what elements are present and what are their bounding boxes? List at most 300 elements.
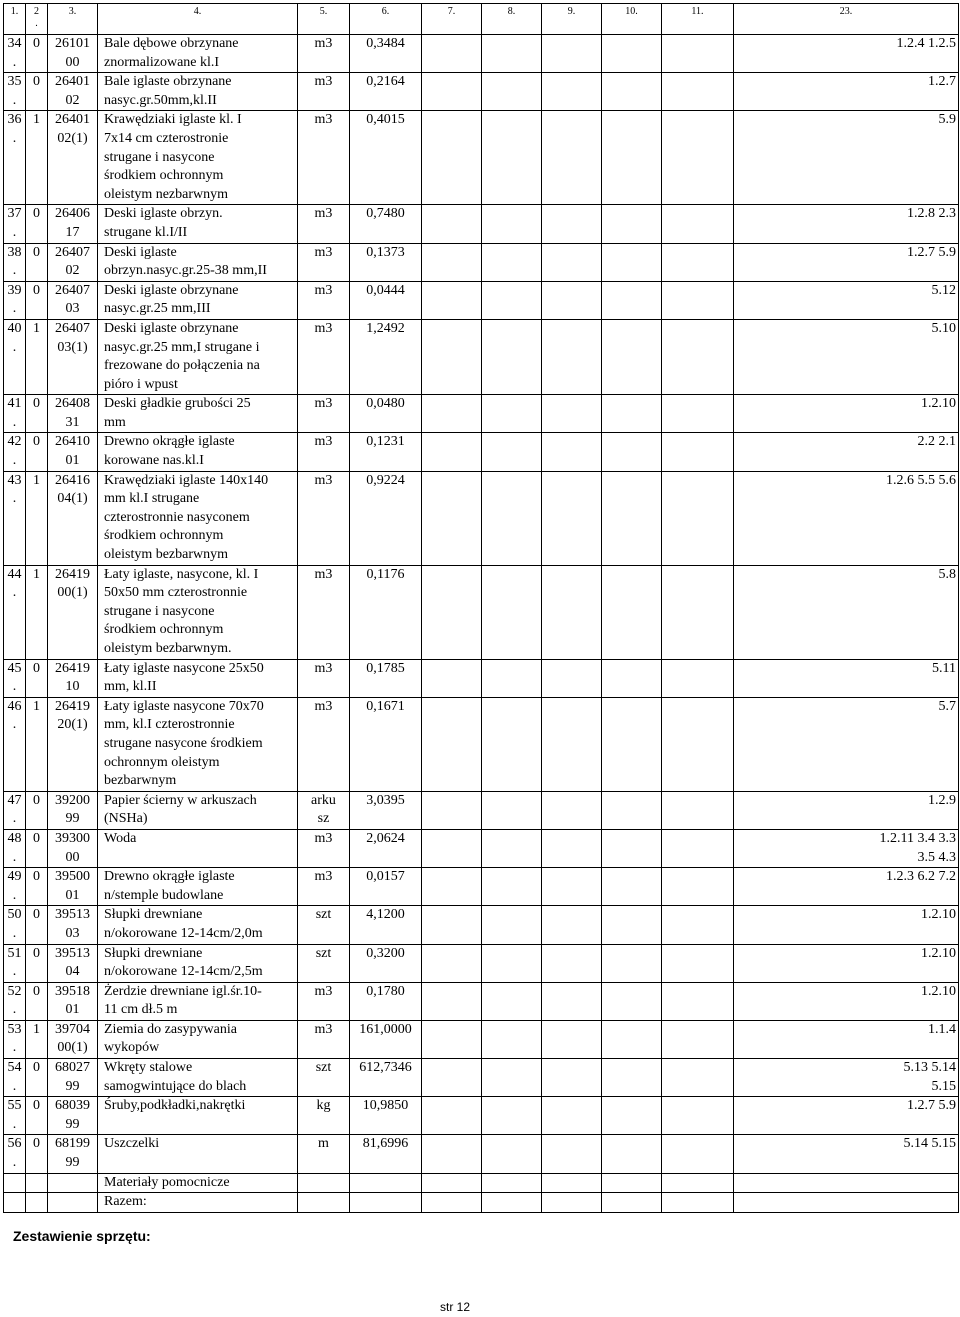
row-number: 41 . bbox=[4, 395, 26, 433]
empty-cell bbox=[482, 565, 542, 659]
table-row bbox=[4, 1135, 959, 1173]
empty-cell bbox=[482, 1193, 542, 1213]
empty-cell bbox=[482, 944, 542, 982]
row-number: 45 . bbox=[4, 659, 26, 697]
unit: m3 bbox=[298, 111, 350, 205]
empty-cell bbox=[422, 205, 482, 243]
quantity: 0,3484 bbox=[350, 35, 422, 73]
empty-cell bbox=[602, 1135, 662, 1173]
empty-cell bbox=[602, 433, 662, 471]
empty-cell bbox=[662, 1059, 734, 1097]
material-code: 39200 99 bbox=[48, 791, 98, 829]
empty-cell bbox=[542, 73, 602, 111]
unit: m3 bbox=[298, 471, 350, 565]
row-number: 48 . bbox=[4, 829, 26, 867]
table-row bbox=[4, 944, 959, 982]
table-row bbox=[4, 868, 959, 906]
material-name: Ziemia do zasypywania wykopów bbox=[98, 1020, 298, 1058]
reference-list: 5.12 bbox=[734, 281, 959, 319]
material-code: 39500 01 bbox=[48, 868, 98, 906]
row-number: 53 . bbox=[4, 1020, 26, 1058]
row-flag: 0 bbox=[26, 1097, 48, 1135]
row-flag: 0 bbox=[26, 395, 48, 433]
material-name: Krawędziaki iglaste kl. I 7x14 cm czterostronie strugane i nasycone środkiem ochronnym oleistym nezbarwnym bbox=[98, 111, 298, 205]
quantity bbox=[350, 1173, 422, 1193]
empty-cell bbox=[422, 659, 482, 697]
reference-list: 1.2.6 5.5 5.6 bbox=[734, 471, 959, 565]
materials-table-container bbox=[3, 3, 959, 1213]
empty-cell bbox=[482, 1173, 542, 1193]
table-body bbox=[4, 35, 959, 1213]
empty-cell bbox=[482, 829, 542, 867]
row-flag: 0 bbox=[26, 868, 48, 906]
row-flag: 0 bbox=[26, 906, 48, 944]
quantity: 0,7480 bbox=[350, 205, 422, 243]
unit: m3 bbox=[298, 868, 350, 906]
empty-cell bbox=[542, 243, 602, 281]
material-code: 26401 02 bbox=[48, 73, 98, 111]
table-row bbox=[4, 697, 959, 791]
reference-list: 1.2.10 bbox=[734, 982, 959, 1020]
empty-cell bbox=[602, 1059, 662, 1097]
quantity: 0,0157 bbox=[350, 868, 422, 906]
empty-cell bbox=[422, 395, 482, 433]
table-row bbox=[4, 111, 959, 205]
empty-cell bbox=[542, 829, 602, 867]
material-name: Drewno okrągłe iglaste korowane nas.kl.I bbox=[98, 433, 298, 471]
material-name: Słupki drewniane n/okorowane 12-14cm/2,5m bbox=[98, 944, 298, 982]
quantity: 0,1231 bbox=[350, 433, 422, 471]
row-number: 47 . bbox=[4, 791, 26, 829]
row-flag: 0 bbox=[26, 659, 48, 697]
empty-cell bbox=[482, 73, 542, 111]
empty-cell bbox=[482, 868, 542, 906]
empty-cell bbox=[662, 982, 734, 1020]
reference-list: 5.13 5.14 5.15 bbox=[734, 1059, 959, 1097]
table-row bbox=[4, 1020, 959, 1058]
unit: m3 bbox=[298, 565, 350, 659]
row-number: 43 . bbox=[4, 471, 26, 565]
unit bbox=[298, 1193, 350, 1213]
empty-cell bbox=[662, 243, 734, 281]
empty-cell bbox=[482, 205, 542, 243]
empty-cell bbox=[602, 243, 662, 281]
empty-cell bbox=[602, 471, 662, 565]
unit: m3 bbox=[298, 697, 350, 791]
material-name: Słupki drewniane n/okorowane 12-14cm/2,0m bbox=[98, 906, 298, 944]
row-flag: 0 bbox=[26, 35, 48, 73]
material-code: 68039 99 bbox=[48, 1097, 98, 1135]
empty-cell bbox=[602, 281, 662, 319]
empty-cell bbox=[482, 1059, 542, 1097]
quantity: 81,6996 bbox=[350, 1135, 422, 1173]
row-number: 39 . bbox=[4, 281, 26, 319]
header-cell: 23. bbox=[734, 4, 959, 35]
empty-cell bbox=[662, 659, 734, 697]
row-flag: 1 bbox=[26, 471, 48, 565]
table-row bbox=[4, 205, 959, 243]
empty-cell bbox=[482, 243, 542, 281]
material-name: Drewno okrągłe iglaste n/stemple budowlane bbox=[98, 868, 298, 906]
row-flag: 0 bbox=[26, 982, 48, 1020]
quantity bbox=[350, 1193, 422, 1213]
empty-cell bbox=[602, 829, 662, 867]
unit: kg bbox=[298, 1097, 350, 1135]
row-number: 49 . bbox=[4, 868, 26, 906]
row-number: 34 . bbox=[4, 35, 26, 73]
empty-cell bbox=[602, 111, 662, 205]
material-name: Papier ścierny w arkuszach (NSHa) bbox=[98, 791, 298, 829]
table-row bbox=[4, 243, 959, 281]
quantity: 2,0624 bbox=[350, 829, 422, 867]
empty-cell bbox=[482, 1020, 542, 1058]
table-row bbox=[4, 471, 959, 565]
empty-cell bbox=[542, 982, 602, 1020]
table-row bbox=[4, 982, 959, 1020]
empty-cell bbox=[542, 906, 602, 944]
empty-cell bbox=[542, 281, 602, 319]
material-code: 26408 31 bbox=[48, 395, 98, 433]
empty-cell bbox=[542, 565, 602, 659]
header-cell: 8. bbox=[482, 4, 542, 35]
row-flag: 0 bbox=[26, 433, 48, 471]
header-cell: 7. bbox=[422, 4, 482, 35]
empty-cell bbox=[482, 111, 542, 205]
row-flag: 1 bbox=[26, 1020, 48, 1058]
empty-cell bbox=[602, 697, 662, 791]
empty-cell bbox=[482, 281, 542, 319]
row-number: 38 . bbox=[4, 243, 26, 281]
material-name: Bale iglaste obrzynane nasyc.gr.50mm,kl.II bbox=[98, 73, 298, 111]
empty-cell bbox=[542, 433, 602, 471]
empty-cell bbox=[542, 697, 602, 791]
empty-cell bbox=[482, 982, 542, 1020]
empty-cell bbox=[662, 281, 734, 319]
table-row bbox=[4, 659, 959, 697]
empty-cell bbox=[662, 791, 734, 829]
material-name: Żerdzie drewniane igl.śr.10- 11 cm dł.5 m bbox=[98, 982, 298, 1020]
row-flag: 0 bbox=[26, 73, 48, 111]
header-row bbox=[4, 4, 959, 35]
reference-list: 5.7 bbox=[734, 697, 959, 791]
empty-cell bbox=[542, 1059, 602, 1097]
unit: m3 bbox=[298, 73, 350, 111]
empty-cell bbox=[602, 205, 662, 243]
empty-cell bbox=[542, 1193, 602, 1213]
unit: m3 bbox=[298, 319, 350, 394]
material-name: Łaty iglaste nasycone 25x50 mm, kl.II bbox=[98, 659, 298, 697]
empty-cell bbox=[482, 471, 542, 565]
unit: m3 bbox=[298, 243, 350, 281]
row-number bbox=[4, 1193, 26, 1213]
empty-cell bbox=[422, 1059, 482, 1097]
material-code: 26406 17 bbox=[48, 205, 98, 243]
material-name: Woda bbox=[98, 829, 298, 867]
empty-cell bbox=[662, 111, 734, 205]
row-number: 37 . bbox=[4, 205, 26, 243]
unit: m3 bbox=[298, 659, 350, 697]
reference-list: 2.2 2.1 bbox=[734, 433, 959, 471]
header-cell: 2 . bbox=[26, 4, 48, 35]
row-number: 54 . bbox=[4, 1059, 26, 1097]
quantity: 161,0000 bbox=[350, 1020, 422, 1058]
material-name: Łaty iglaste, nasycone, kl. I 50x50 mm czterostronnie strugane i nasycone środkiem ochronnym oleistym bezbarwnym. bbox=[98, 565, 298, 659]
material-name: Deski iglaste obrzynane nasyc.gr.25 mm,I strugane i frezowane do połączenia na pióro i wpust bbox=[98, 319, 298, 394]
reference-list: 1.2.11 3.4 3.3 3.5 4.3 bbox=[734, 829, 959, 867]
empty-cell bbox=[602, 395, 662, 433]
row-number: 52 . bbox=[4, 982, 26, 1020]
unit: szt bbox=[298, 906, 350, 944]
table-row bbox=[4, 1059, 959, 1097]
header-cell: 4. bbox=[98, 4, 298, 35]
empty-cell bbox=[482, 433, 542, 471]
row-number bbox=[4, 1173, 26, 1193]
row-number: 35 . bbox=[4, 73, 26, 111]
quantity: 0,1373 bbox=[350, 243, 422, 281]
row-flag: 1 bbox=[26, 319, 48, 394]
row-flag: 0 bbox=[26, 281, 48, 319]
empty-cell bbox=[602, 319, 662, 394]
quantity: 0,1176 bbox=[350, 565, 422, 659]
page-number: str 12 bbox=[440, 1300, 471, 1314]
empty-cell bbox=[422, 944, 482, 982]
material-code: 39300 00 bbox=[48, 829, 98, 867]
empty-cell bbox=[422, 982, 482, 1020]
empty-cell bbox=[422, 1020, 482, 1058]
empty-cell bbox=[542, 1020, 602, 1058]
table-row bbox=[4, 565, 959, 659]
empty-cell bbox=[542, 319, 602, 394]
empty-cell bbox=[542, 1173, 602, 1193]
quantity: 0,9224 bbox=[350, 471, 422, 565]
quantity: 4,1200 bbox=[350, 906, 422, 944]
row-number: 44 . bbox=[4, 565, 26, 659]
empty-cell bbox=[602, 565, 662, 659]
material-code: 26419 10 bbox=[48, 659, 98, 697]
empty-cell bbox=[542, 944, 602, 982]
empty-cell bbox=[422, 868, 482, 906]
empty-cell bbox=[482, 906, 542, 944]
material-code: 26419 20(1) bbox=[48, 697, 98, 791]
section-label: Zestawienie sprzętu: bbox=[13, 1228, 151, 1244]
empty-cell bbox=[422, 433, 482, 471]
material-name: Deski iglaste obrzyn.nasyc.gr.25-38 mm,II bbox=[98, 243, 298, 281]
materials-table bbox=[3, 3, 959, 1213]
material-code bbox=[48, 1173, 98, 1193]
unit: m3 bbox=[298, 982, 350, 1020]
row-number: 40 . bbox=[4, 319, 26, 394]
reference-list: 1.1.4 bbox=[734, 1020, 959, 1058]
reference-list: 1.2.7 5.9 bbox=[734, 1097, 959, 1135]
empty-cell bbox=[662, 565, 734, 659]
empty-cell bbox=[542, 111, 602, 205]
reference-list bbox=[734, 1193, 959, 1213]
empty-cell bbox=[422, 829, 482, 867]
unit: m3 bbox=[298, 1020, 350, 1058]
reference-list bbox=[734, 1173, 959, 1193]
empty-cell bbox=[602, 868, 662, 906]
empty-cell bbox=[662, 1097, 734, 1135]
empty-cell bbox=[422, 1097, 482, 1135]
material-name: Wkręty stalowe samogwintujące do blach bbox=[98, 1059, 298, 1097]
row-flag: 1 bbox=[26, 697, 48, 791]
table-row bbox=[4, 1193, 959, 1213]
material-code: 68199 99 bbox=[48, 1135, 98, 1173]
material-code: 26416 04(1) bbox=[48, 471, 98, 565]
empty-cell bbox=[662, 205, 734, 243]
header-cell: 5. bbox=[298, 4, 350, 35]
table-row bbox=[4, 791, 959, 829]
reference-list: 1.2.7 bbox=[734, 73, 959, 111]
empty-cell bbox=[602, 791, 662, 829]
header-cell: 9. bbox=[542, 4, 602, 35]
material-name: Łaty iglaste nasycone 70x70 mm, kl.I czterostronnie strugane nasycone środkiem ochronnym oleistym bezbarwnym bbox=[98, 697, 298, 791]
unit: m bbox=[298, 1135, 350, 1173]
empty-cell bbox=[602, 982, 662, 1020]
unit: szt bbox=[298, 944, 350, 982]
quantity: 10,9850 bbox=[350, 1097, 422, 1135]
unit: m3 bbox=[298, 433, 350, 471]
reference-list: 5.9 bbox=[734, 111, 959, 205]
header-cell: 1. bbox=[4, 4, 26, 35]
material-name: Deski iglaste obrzyn. strugane kl.I/II bbox=[98, 205, 298, 243]
material-code: 26419 00(1) bbox=[48, 565, 98, 659]
empty-cell bbox=[542, 659, 602, 697]
material-code: 26407 02 bbox=[48, 243, 98, 281]
empty-cell bbox=[662, 73, 734, 111]
empty-cell bbox=[602, 944, 662, 982]
reference-list: 1.2.4 1.2.5 bbox=[734, 35, 959, 73]
row-flag: 0 bbox=[26, 944, 48, 982]
reference-list: 5.10 bbox=[734, 319, 959, 394]
row-number: 50 . bbox=[4, 906, 26, 944]
empty-cell bbox=[422, 243, 482, 281]
empty-cell bbox=[482, 791, 542, 829]
empty-cell bbox=[542, 471, 602, 565]
row-number: 51 . bbox=[4, 944, 26, 982]
row-flag: 0 bbox=[26, 1135, 48, 1173]
row-number: 42 . bbox=[4, 433, 26, 471]
material-code: 39704 00(1) bbox=[48, 1020, 98, 1058]
quantity: 0,1780 bbox=[350, 982, 422, 1020]
table-row bbox=[4, 319, 959, 394]
unit: m3 bbox=[298, 35, 350, 73]
empty-cell bbox=[422, 319, 482, 394]
empty-cell bbox=[542, 1135, 602, 1173]
unit bbox=[298, 1173, 350, 1193]
row-flag: 0 bbox=[26, 205, 48, 243]
empty-cell bbox=[542, 1097, 602, 1135]
empty-cell bbox=[602, 906, 662, 944]
unit: m3 bbox=[298, 281, 350, 319]
row-flag: 0 bbox=[26, 1059, 48, 1097]
material-name: Materiały pomocnicze bbox=[98, 1173, 298, 1193]
material-name: Deski gładkie grubości 25 mm bbox=[98, 395, 298, 433]
material-name: Krawędziaki iglaste 140x140 mm kl.I strugane czterostronnie nasyconem środkiem ochronnym oleistym bezbarwnym bbox=[98, 471, 298, 565]
empty-cell bbox=[662, 1173, 734, 1193]
unit: m3 bbox=[298, 829, 350, 867]
empty-cell bbox=[422, 35, 482, 73]
table-row bbox=[4, 829, 959, 867]
table-row bbox=[4, 281, 959, 319]
empty-cell bbox=[482, 395, 542, 433]
empty-cell bbox=[602, 1020, 662, 1058]
quantity: 0,0444 bbox=[350, 281, 422, 319]
unit: m3 bbox=[298, 395, 350, 433]
empty-cell bbox=[482, 659, 542, 697]
empty-cell bbox=[422, 1193, 482, 1213]
unit: m3 bbox=[298, 205, 350, 243]
reference-list: 5.14 5.15 bbox=[734, 1135, 959, 1173]
empty-cell bbox=[422, 471, 482, 565]
table-row bbox=[4, 906, 959, 944]
empty-cell bbox=[662, 868, 734, 906]
material-code bbox=[48, 1193, 98, 1213]
empty-cell bbox=[662, 319, 734, 394]
empty-cell bbox=[422, 1135, 482, 1173]
empty-cell bbox=[662, 35, 734, 73]
row-flag: 1 bbox=[26, 111, 48, 205]
empty-cell bbox=[482, 697, 542, 791]
empty-cell bbox=[602, 1097, 662, 1135]
empty-cell bbox=[542, 395, 602, 433]
empty-cell bbox=[482, 319, 542, 394]
empty-cell bbox=[662, 1020, 734, 1058]
reference-list: 1.2.10 bbox=[734, 944, 959, 982]
material-code: 68027 99 bbox=[48, 1059, 98, 1097]
empty-cell bbox=[662, 471, 734, 565]
empty-cell bbox=[482, 1135, 542, 1173]
empty-cell bbox=[602, 659, 662, 697]
reference-list: 5.11 bbox=[734, 659, 959, 697]
quantity: 1,2492 bbox=[350, 319, 422, 394]
material-code: 26407 03(1) bbox=[48, 319, 98, 394]
table-row bbox=[4, 433, 959, 471]
header-cell: 3. bbox=[48, 4, 98, 35]
header-cell: 10. bbox=[602, 4, 662, 35]
material-code: 26101 00 bbox=[48, 35, 98, 73]
table-row bbox=[4, 395, 959, 433]
empty-cell bbox=[662, 906, 734, 944]
row-flag: 0 bbox=[26, 791, 48, 829]
empty-cell bbox=[602, 1193, 662, 1213]
empty-cell bbox=[482, 1097, 542, 1135]
empty-cell bbox=[542, 205, 602, 243]
quantity: 0,2164 bbox=[350, 73, 422, 111]
quantity: 0,4015 bbox=[350, 111, 422, 205]
table-row bbox=[4, 73, 959, 111]
reference-list: 1.2.7 5.9 bbox=[734, 243, 959, 281]
reference-list: 1.2.8 2.3 bbox=[734, 205, 959, 243]
empty-cell bbox=[422, 281, 482, 319]
empty-cell bbox=[662, 944, 734, 982]
empty-cell bbox=[662, 829, 734, 867]
quantity: 612,7346 bbox=[350, 1059, 422, 1097]
empty-cell bbox=[542, 35, 602, 73]
material-code: 26410 01 bbox=[48, 433, 98, 471]
empty-cell bbox=[662, 1193, 734, 1213]
empty-cell bbox=[602, 35, 662, 73]
material-code: 39518 01 bbox=[48, 982, 98, 1020]
reference-list: 1.2.10 bbox=[734, 395, 959, 433]
quantity: 0,1785 bbox=[350, 659, 422, 697]
material-name: Uszczelki bbox=[98, 1135, 298, 1173]
header-cell: 6. bbox=[350, 4, 422, 35]
empty-cell bbox=[422, 697, 482, 791]
material-name: Bale dębowe obrzynane znormalizowane kl.I bbox=[98, 35, 298, 73]
material-name: Śruby,podkładki,nakrętki bbox=[98, 1097, 298, 1135]
row-flag bbox=[26, 1193, 48, 1213]
